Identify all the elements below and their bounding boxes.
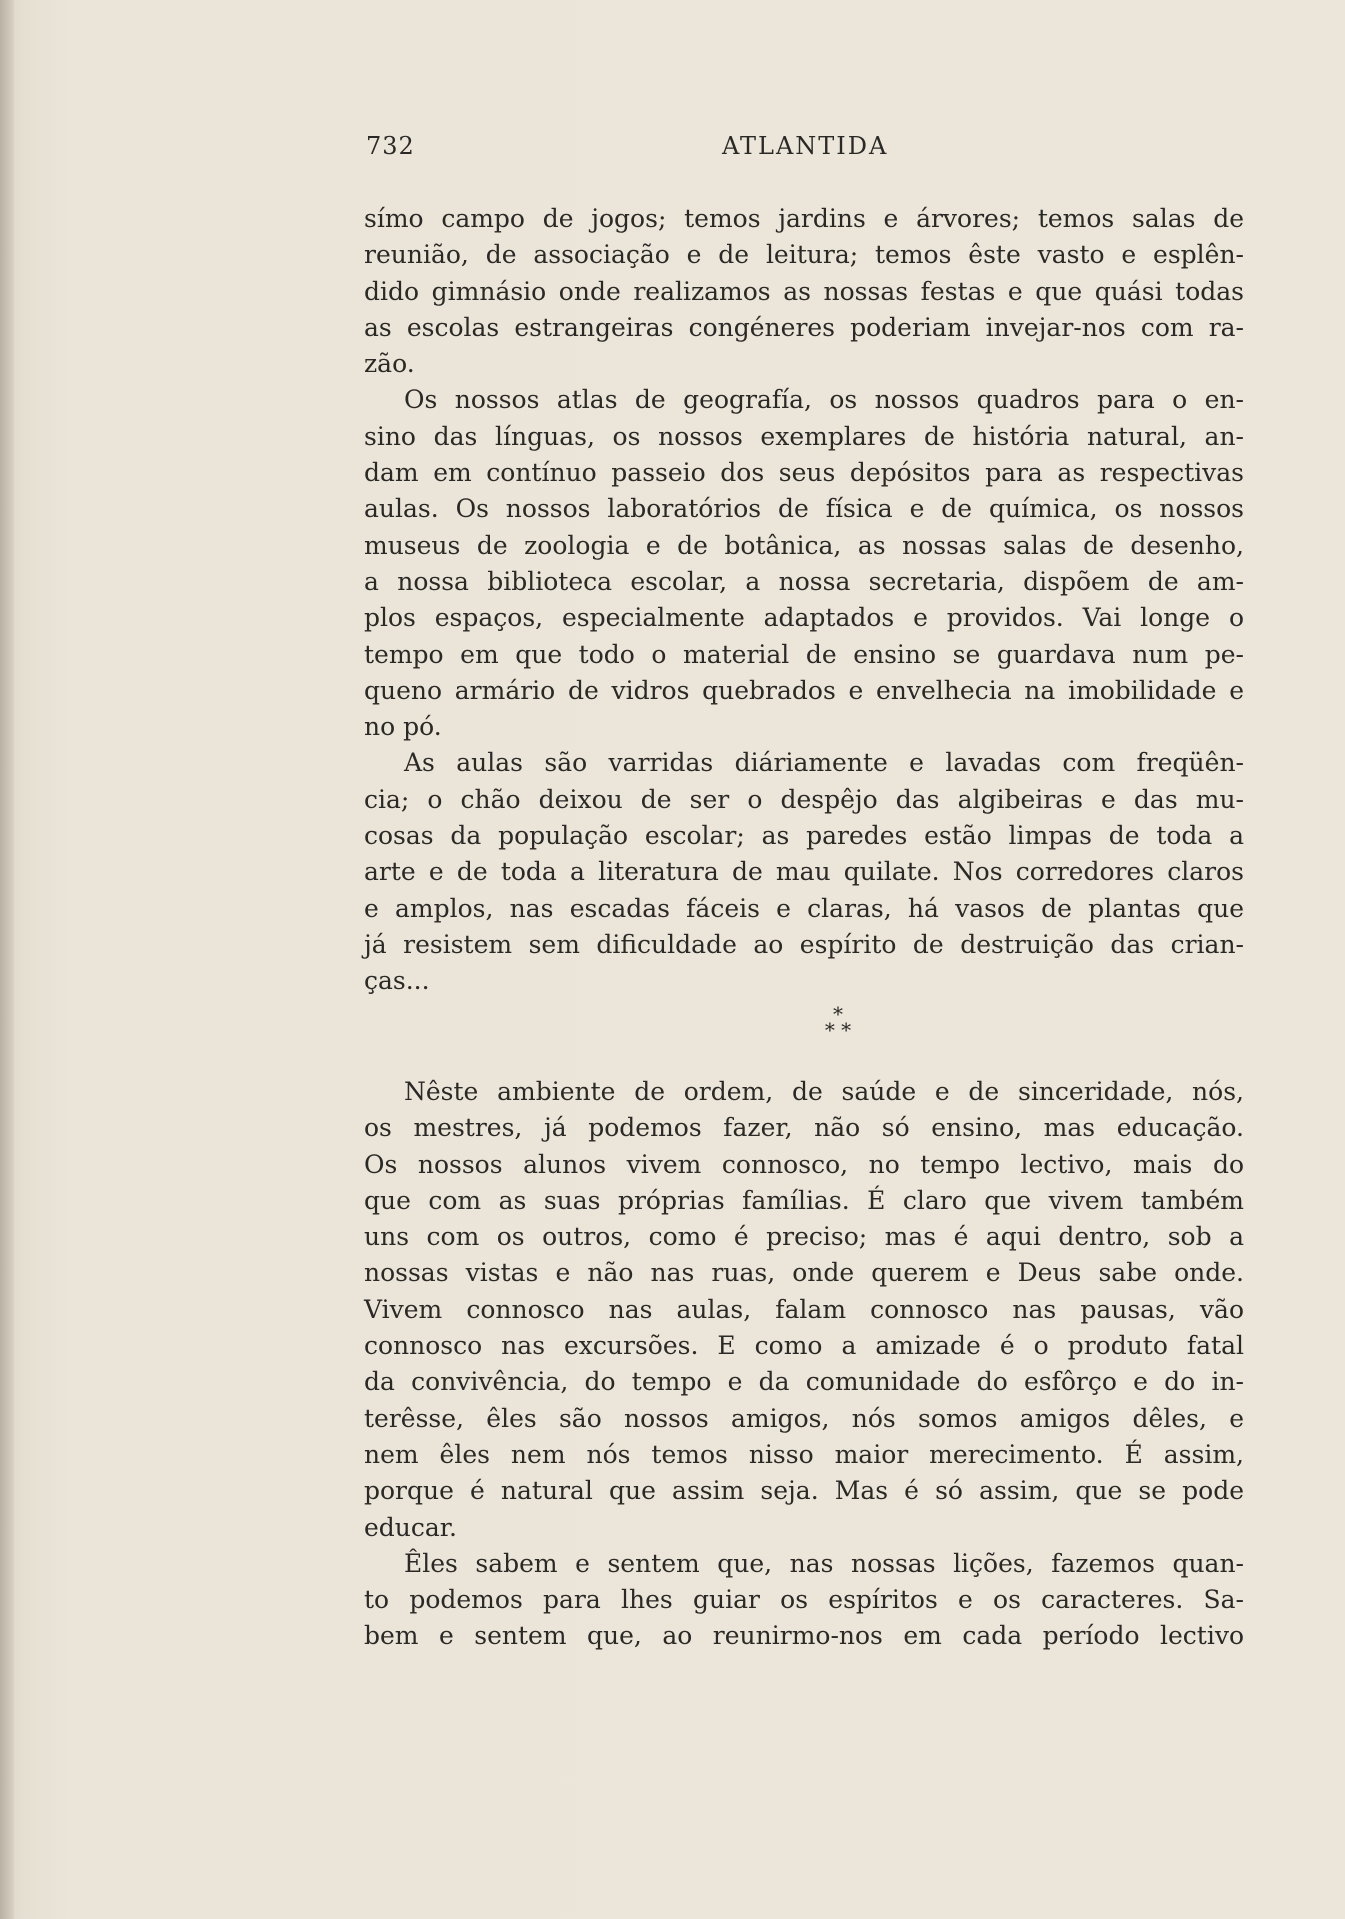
text-line: to podemos para lhes guiar os espíritos e os caracteres. Sa- <box>364 1585 1244 1615</box>
text-line: da convivência, do tempo e da comunidade do esfôrço e do in- <box>364 1367 1244 1397</box>
page-header <box>366 132 1246 172</box>
text-line: museus de zoologia e de botânica, as nossas salas de desenho, <box>364 530 1244 560</box>
text-line: cosas da população escolar; as paredes estão limpas de toda a <box>364 821 1244 851</box>
text-line: tempo em que todo o material de ensino se guardava num pe- <box>364 639 1244 669</box>
text-line: Os nossos alunos vivem connosco, no tempo lectivo, mais do <box>364 1149 1244 1179</box>
text-line: Os nossos atlas de geografía, os nossos quadros para o en- <box>404 385 1244 415</box>
separator-asterisk-bottom: * * <box>824 1018 852 1042</box>
text-line: nem êles nem nós temos nisso maior merecimento. É assim, <box>364 1439 1244 1469</box>
text-line: ças... <box>364 966 430 996</box>
text-line: educar. <box>364 1512 457 1542</box>
text-line: as escolas estrangeiras congéneres poderiam invejar-nos com ra- <box>364 312 1244 342</box>
text-line: connosco nas excursões. E como a amizade é o produto fatal <box>364 1331 1244 1361</box>
page-binding-edge <box>0 0 14 1919</box>
text-line: já resistem sem dificuldade ao espírito de destruição das crian- <box>364 929 1244 959</box>
page-number: 732 <box>366 132 415 160</box>
text-line: Vivem connosco nas aulas, falam connosco nas pausas, vão <box>364 1294 1244 1324</box>
text-line: que com as suas próprias famílias. É claro que vivem também <box>364 1185 1244 1215</box>
text-line: reunião, de associação e de leitura; temos êste vasto e esplên- <box>364 240 1244 270</box>
text-line: nossas vistas e não nas ruas, onde querem e Deus sabe onde. <box>364 1258 1244 1288</box>
text-line: terêsse, êles são nossos amigos, nós somos amigos dêles, e <box>364 1403 1244 1433</box>
text-line: dido gimnásio onde realizamos as nossas festas e que quási todas <box>364 276 1244 306</box>
text-line: a nossa biblioteca escolar, a nossa secretaria, dispõem de am- <box>364 566 1244 596</box>
text-line: Nêste ambiente de ordem, de saúde e de sinceridade, nós, <box>404 1077 1244 1106</box>
text-line: bem e sentem que, ao reunirmo-nos em cada período lectivo <box>364 1621 1244 1651</box>
section-separator <box>808 1002 868 1046</box>
text-line: As aulas são varridas diáriamente e lavadas com freqüên- <box>404 748 1244 778</box>
text-line: sino das línguas, os nossos exemplares de história natural, an- <box>364 421 1244 451</box>
text-line: queno armário de vidros quebrados e envelhecia na imobilidade e <box>364 675 1244 705</box>
text-line: Êles sabem e sentem que, nas nossas lições, fazemos quan- <box>404 1548 1244 1578</box>
text-line: uns com os outros, como é preciso; mas é aqui dentro, sob a <box>364 1222 1244 1252</box>
text-line: no pó. <box>364 712 442 742</box>
text-line: zão. <box>364 349 415 379</box>
text-line: símo campo de jogos; temos jardins e árvores; temos salas de <box>364 204 1244 233</box>
text-line: aulas. Os nossos laboratórios de física e de química, os nossos <box>364 494 1244 524</box>
text-line: porque é natural que assim seja. Mas é só assim, que se pode <box>364 1476 1244 1506</box>
body-text-top <box>364 201 1244 1000</box>
separator-asterisk-top: * <box>833 1002 843 1026</box>
text-line: cia; o chão deixou de ser o despêjo das algibeiras e das mu- <box>364 784 1244 814</box>
running-title: ATLANTIDA <box>722 132 889 160</box>
text-line: os mestres, já podemos fazer, não só ensino, mas educação. <box>364 1113 1244 1143</box>
text-line: e amplos, nas escadas fáceis e claras, há vasos de plantas que <box>364 893 1244 923</box>
text-line: arte e de toda a literatura de mau quilate. Nos corredores claros <box>364 857 1244 887</box>
text-line: dam em contínuo passeio dos seus depósitos para as respectivas <box>364 458 1244 488</box>
body-text-bottom <box>364 1074 1244 1655</box>
text-line: plos espaços, especialmente adaptados e providos. Vai longe o <box>364 603 1244 633</box>
